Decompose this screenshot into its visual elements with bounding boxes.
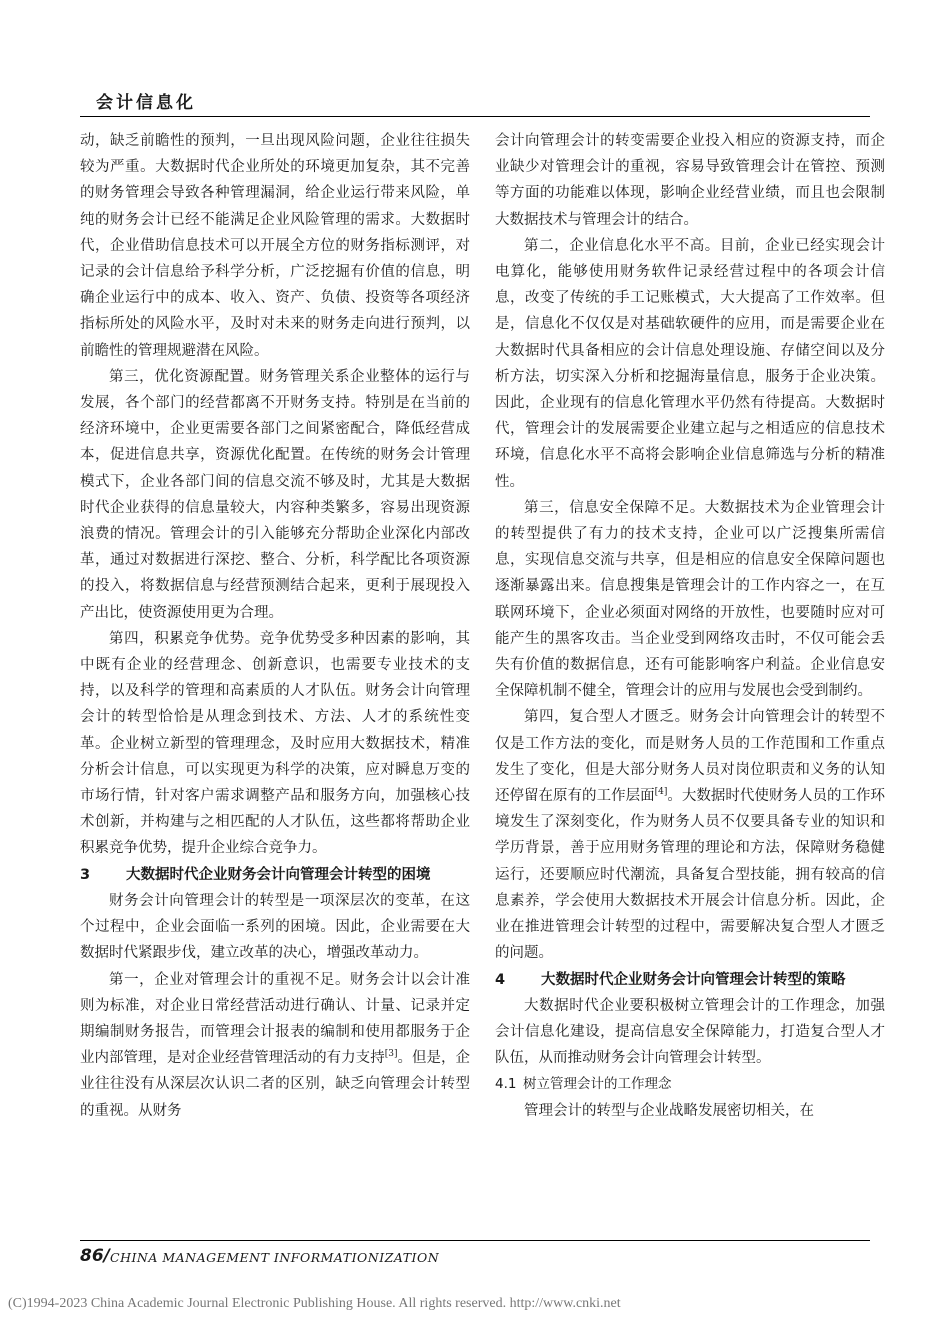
section-4-title: 大数据时代企业财务会计向管理会计转型的策略 — [541, 971, 846, 988]
citation-4: [4] — [654, 787, 668, 798]
right-paragraph-1: 会计向管理会计的转变需要企业投入相应的资源支持，而企业缺少对管理会计的重视，容易导致管理会计在管控、预测等方面的功能难以体现，影响企业经营业绩，而且也会限制大数据技术与管理会计的结合。 — [495, 133, 885, 228]
page-separator: / — [103, 1246, 110, 1266]
right-paragraph-5: 大数据时代企业要积极树立管理会计的工作理念，加强会计信息化建设，提高信息安全保障能力，打造复合型人才队伍，从而推动财务会计向管理会计转型。 — [495, 997, 885, 1067]
section-4-number: 4 — [495, 971, 506, 988]
right-paragraph-6: 管理会计的转型与企业战略发展密切相关，在 — [524, 1102, 814, 1119]
section-4-heading — [495, 967, 885, 993]
subsection-4-1-number: 4.1 — [495, 1076, 517, 1093]
left-paragraph-5-text-a: 第一，企业对管理会计的重视不足。财务会计以会计准则为标准，对企业日常经营活动进行确认、计量、记录并定期编制财务报告，而管理会计报表的编制和使用都服务于企业内部管理，是对企业经营管理活动的有力支持 — [80, 971, 470, 1067]
left-paragraph-4: 财务会计向管理会计的转型是一项深层次的变革，在这个过程中，企业会面临一系列的困境。因此，企业需要在大数据时代紧跟步伐，建立改革的决心，增强改革动力。 — [80, 892, 470, 962]
page-number-value: 86 — [80, 1246, 104, 1266]
right-paragraph-4-text-b: 。大数据时代使财务人员的工作环境发生了深刻变化，作为财务人员不仅要具备专业的知识和学历背景，善于应用财务管理的理论和方法，保障财务稳健运行，还要顺应时代潮流，具备复合型技能，拥有较高的信息素养，学会使用大数据技术开展会计信息分析。因此，企业在推进管理会计转型的过程中，需要解决复合型人才匮乏的问题。 — [495, 788, 885, 962]
right-paragraph-2: 第二，企业信息化水平不高。目前，企业已经实现会计电算化，能够使用财务软件记录经营过程中的各项会计信息，改变了传统的手工记账模式，大大提高了工作效率。但是，信息化不仅仅是对基础软硬件的应用，而是需要企业在大数据时代具备相应的会计信息处理设施、存储空间以及分析方法，切实深入分析和挖掘海量信息，服务于企业决策。因此，企业现有的信息化管理水平仍然有待提高。大数据时代，管理会计的发展需要企业建立起与之相适应的信息技术环境，信息化水平不高将会影响企业信息筛选与分析的精准性。 — [495, 237, 885, 490]
running-header: 会计信息化 — [96, 93, 196, 113]
left-paragraph-2: 第三，优化资源配置。财务管理关系企业整体的运行与发展，各个部门的经营都离不开财务支持。特别是在当前的经济环境中，企业更需要各部门之间紧密配合，降低经营成本，促进信息共享，资源优化配置。在传统的财务会计管理模式下，企业各部门间的信息交流不够及时，尤其是大数据时代企业获得的信息量较大，内容种类繁多，容易出现资源浪费的情况。管理会计的引入能够充分帮助企业深化内部改革，通过对数据进行深挖、整合、分析，科学配比各项资源的投入，将数据信息与经营预测结合起来，更利于展现投入产出比，使资源使用更为合理。 — [80, 368, 470, 621]
left-paragraph-3: 第四，积累竞争优势。竞争优势受多种因素的影响，其中既有企业的经营理念、创新意识，也需要专业技术的支持，以及科学的管理和高素质的人才队伍。财务会计向管理会计的转型恰恰是从理念到技术、方法、人才的系统性变革。企业树立新型的管理理念，及时应用大数据技术，精准分析会计信息，可以实现更为科学的决策，应对瞬息万变的市场行情，针对客户需求调整产品和服务方向，加强核心技术创新，并构建与之相匹配的人才队伍，这些都将帮助企业积累竞争优势，提升企业综合竞争力。 — [80, 630, 470, 857]
header-rule — [80, 116, 870, 117]
subsection-4-1-heading — [495, 1071, 885, 1097]
section-3-number: 3 — [80, 866, 91, 883]
right-paragraph-3: 第三，信息安全保障不足。大数据技术为企业管理会计的转型提供了有力的技术支持，企业可以广泛搜集所需信息，实现信息交流与共享，但是相应的信息安全保障问题也逐渐暴露出来。信息搜集是管理会计的工作内容之一，在互联网环境下，企业必须面对网络的开放性，也要随时应对可能产生的黑客攻击。当企业受到网络攻击时，不仅可能会丢失有价值的数据信息，还有可能影响客户利益。企业信息安全保障机制不健全，管理会计的应用与发展也会受到制约。 — [495, 499, 885, 700]
right-paragraph-4 — [495, 704, 885, 966]
right-paragraph-4-text-a: 第四，复合型人才匮乏。财务会计向管理会计的转型不仅是工作方法的变化，而是财务人员的工作范围和工作重点发生了变化，但是大部分财务人员对岗位职责和义务的认知还停留在原有的工作层面 — [495, 709, 885, 805]
section-3-title: 大数据时代企业财务会计向管理会计转型的困境 — [126, 866, 431, 883]
subsection-4-1-title: 树立管理会计的工作理念 — [523, 1076, 672, 1093]
left-paragraph-1: 动，缺乏前瞻性的预判，一旦出现风险问题，企业往往损失较为严重。大数据时代企业所处的环境更加复杂，其不完善的财务管理会导致各种管理漏洞，给企业运行带来风险，单纯的财务会计已经不能满足企业风险管理的需求。大数据时代，企业借助信息技术可以开展全方位的财务指标测评，对记录的会计信息给予科学分析，广泛挖掘有价值的信息，明确企业运行中的成本、收入、资产、负债、投资等各项经济指标所处的风险水平，及时对未来的财务走向进行预判，以前瞻性的管理规避潜在风险。 — [80, 133, 470, 359]
copyright-notice: (C)1994-2023 China Academic Journal Electronic Publishing House. All rights reserved. http://www.cnki.net — [8, 1296, 621, 1311]
footer-rule — [80, 1240, 870, 1241]
left-column — [80, 128, 470, 1228]
journal-name: CHINA MANAGEMENT INFORMATIONIZATION — [110, 1250, 440, 1265]
citation-3: [3] — [384, 1049, 398, 1060]
right-column — [495, 128, 885, 1228]
section-3-heading — [80, 862, 470, 888]
left-paragraph-5-text-b: 。但是，企业往往没有从深层次认识二者的区别，缺乏向管理会计转型的重视。从财务 — [80, 1050, 470, 1119]
page-number — [80, 1246, 110, 1266]
left-paragraph-5 — [80, 967, 470, 1124]
